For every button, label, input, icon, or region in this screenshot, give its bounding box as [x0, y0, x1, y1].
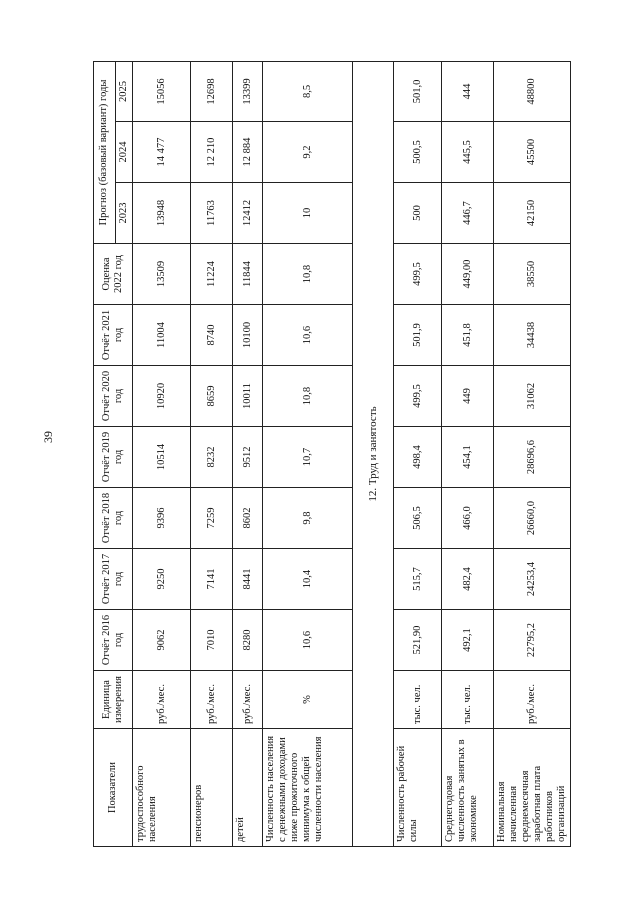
cell-value: 500	[394, 183, 442, 244]
cell-value: 10,7	[263, 427, 353, 488]
cell-value: 8232	[191, 427, 233, 488]
cell-value: 12412	[233, 183, 263, 244]
cell-value: 500,5	[394, 122, 442, 183]
header-2018: Отчёт 2018 год	[94, 488, 133, 549]
cell-value: 15056	[133, 61, 191, 121]
header-2020: Отчёт 2020 год	[94, 366, 133, 427]
header-forecast-2024: 2024	[116, 122, 133, 183]
header-2019: Отчёт 2019 год	[94, 427, 133, 488]
cell-value: 445,5	[442, 122, 494, 183]
cell-value: 10011	[233, 366, 263, 427]
header-2016: Отчёт 2016 год	[94, 610, 133, 671]
header-unit: Единица измерения	[94, 671, 133, 729]
header-forecast: Прогноз (базовый вариант) годы	[94, 61, 116, 243]
cell-value: 466,0	[442, 488, 494, 549]
table-row	[263, 61, 353, 846]
cell-value: 11004	[133, 305, 191, 366]
cell-value: 10	[263, 183, 353, 244]
cell-value: 515,7	[394, 549, 442, 610]
cell-value: 9,8	[263, 488, 353, 549]
table-row	[233, 61, 263, 846]
row-label: Численность населения с денежными доходами ниже прожиточного минимума к общей численности населения	[263, 729, 353, 847]
table-row	[394, 61, 442, 846]
cell-value: 454,1	[442, 427, 494, 488]
cell-value: 482,4	[442, 549, 494, 610]
cell-value: 10,6	[263, 610, 353, 671]
cell-value: 12 884	[233, 122, 263, 183]
header-forecast-2023: 2023	[116, 183, 133, 244]
cell-value: 13509	[133, 244, 191, 305]
header-2021: Отчёт 2021 год	[94, 305, 133, 366]
header-forecast-2025: 2025	[116, 61, 133, 121]
section-title: 12. Труд и занятость	[353, 61, 394, 846]
row-label: Численность рабочей силы	[394, 729, 442, 847]
row-unit: тыс. чел.	[442, 671, 494, 729]
cell-value: 498,4	[394, 427, 442, 488]
cell-value: 499,5	[394, 244, 442, 305]
cell-value: 449	[442, 366, 494, 427]
cell-value: 13948	[133, 183, 191, 244]
row-label: пенсионеров	[191, 729, 233, 847]
cell-value: 31062	[494, 366, 571, 427]
row-label: детей	[233, 729, 263, 847]
cell-value: 38550	[494, 244, 571, 305]
cell-value: 9062	[133, 610, 191, 671]
cell-value: 34438	[494, 305, 571, 366]
cell-value: 14 477	[133, 122, 191, 183]
cell-value: 26660,0	[494, 488, 571, 549]
cell-value: 9,2	[263, 122, 353, 183]
cell-value: 10,4	[263, 549, 353, 610]
row-label: Номинальная начисленная среднемесячная заработная плата работников организаций	[494, 729, 571, 847]
cell-value: 492,1	[442, 610, 494, 671]
cell-value: 8441	[233, 549, 263, 610]
row-unit: руб./мес.	[494, 671, 571, 729]
cell-value: 8740	[191, 305, 233, 366]
cell-value: 28696,6	[494, 427, 571, 488]
row-unit: %	[263, 671, 353, 729]
cell-value: 8280	[233, 610, 263, 671]
cell-value: 11224	[191, 244, 233, 305]
cell-value: 12698	[191, 61, 233, 121]
cell-value: 501,9	[394, 305, 442, 366]
cell-value: 22795,2	[494, 610, 571, 671]
section-row	[353, 61, 394, 846]
cell-value: 7010	[191, 610, 233, 671]
cell-value: 506,5	[394, 488, 442, 549]
row-label: Среднегодовая численность занятых в экономике	[442, 729, 494, 847]
cell-value: 501,0	[394, 61, 442, 121]
cell-value: 9250	[133, 549, 191, 610]
cell-value: 8,5	[263, 61, 353, 121]
cell-value: 9396	[133, 488, 191, 549]
cell-value: 11763	[191, 183, 233, 244]
statistics-table	[93, 61, 571, 847]
row-unit: тыс. чел.	[394, 671, 442, 729]
cell-value: 45500	[494, 122, 571, 183]
cell-value: 10920	[133, 366, 191, 427]
cell-value: 10,8	[263, 366, 353, 427]
table-row	[442, 61, 494, 846]
cell-value: 451,8	[442, 305, 494, 366]
cell-value: 8659	[191, 366, 233, 427]
cell-value: 10,8	[263, 244, 353, 305]
cell-value: 10,6	[263, 305, 353, 366]
cell-value: 499,5	[394, 366, 442, 427]
cell-value: 10100	[233, 305, 263, 366]
cell-value: 8602	[233, 488, 263, 549]
header-2022: Оценка 2022 год	[94, 244, 133, 305]
cell-value: 10514	[133, 427, 191, 488]
cell-value: 11844	[233, 244, 263, 305]
row-unit: руб./мес.	[191, 671, 233, 729]
cell-value: 444	[442, 61, 494, 121]
table-row	[191, 61, 233, 846]
cell-value: 7259	[191, 488, 233, 549]
page-number: 39	[41, 431, 55, 443]
row-unit: руб./мес.	[133, 671, 191, 729]
cell-value: 449,00	[442, 244, 494, 305]
cell-value: 7141	[191, 549, 233, 610]
cell-value: 12 210	[191, 122, 233, 183]
cell-value: 24253,4	[494, 549, 571, 610]
header-2017: Отчёт 2017 год	[94, 549, 133, 610]
cell-value: 9512	[233, 427, 263, 488]
cell-value: 42150	[494, 183, 571, 244]
cell-value: 446,7	[442, 183, 494, 244]
table-row	[494, 61, 571, 846]
data-table-container	[93, 61, 568, 847]
cell-value: 521,90	[394, 610, 442, 671]
cell-value: 13399	[233, 61, 263, 121]
header-indicator: Показатели	[94, 729, 133, 847]
cell-value: 48800	[494, 61, 571, 121]
row-unit: руб./мес.	[233, 671, 263, 729]
row-label: трудоспособного населения	[133, 729, 191, 847]
table-row	[133, 61, 191, 846]
